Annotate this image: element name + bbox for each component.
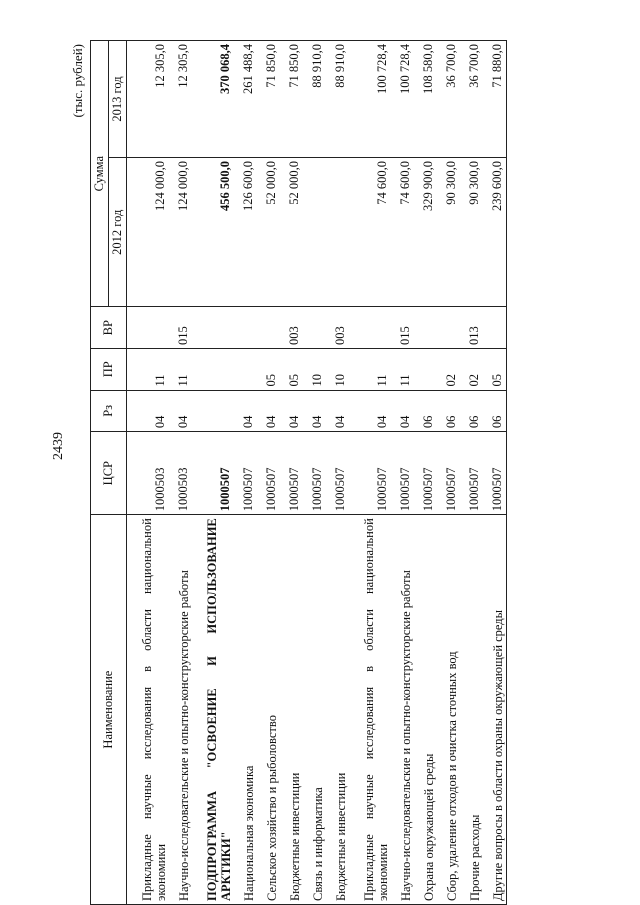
row-2012-cell: 52 000,0 <box>257 158 280 307</box>
header-pr: ПР <box>91 348 127 390</box>
row-csr-cell: 1000507 <box>437 432 460 515</box>
table-row <box>169 41 192 905</box>
row-2012-cell: 329 900,0 <box>414 158 437 307</box>
row-vr-cell <box>257 307 280 349</box>
row-pr-cell: 05 <box>280 348 303 390</box>
row-vr-cell <box>437 307 460 349</box>
row-pr-cell: 02 <box>437 348 460 390</box>
row-csr-cell: 1000507 <box>303 432 326 515</box>
header-csr: ЦСР <box>91 432 127 515</box>
header-name: Наименование <box>91 515 127 905</box>
row-rz-cell: 04 <box>234 390 257 432</box>
table-row <box>391 41 414 905</box>
row-csr-cell: 1000503 <box>127 432 170 515</box>
row-pr-cell <box>234 348 257 390</box>
row-2013-cell: 36 700,0 <box>460 41 483 158</box>
row-csr-cell: 1000507 <box>326 432 349 515</box>
row-csr-cell: 1000507 <box>460 432 483 515</box>
table-row <box>460 41 483 905</box>
row-2012-cell: 52 000,0 <box>280 158 303 307</box>
row-2013-cell: 370 068,4 <box>192 41 234 158</box>
row-rz-cell: 06 <box>414 390 437 432</box>
row-csr-cell: 1000507 <box>234 432 257 515</box>
row-rz-cell: 04 <box>280 390 303 432</box>
row-csr-cell: 1000507 <box>257 432 280 515</box>
row-2013-cell: 12 305,0 <box>169 41 192 158</box>
row-rz-cell: 06 <box>460 390 483 432</box>
rotated-page-content <box>68 40 568 905</box>
table-body <box>127 41 507 905</box>
table-row <box>234 41 257 905</box>
table-row <box>127 41 170 905</box>
header-year-2012: 2012 год <box>109 158 127 307</box>
row-csr-cell: 1000507 <box>349 432 391 515</box>
header-year-2013: 2013 год <box>109 41 127 158</box>
row-rz-cell: 04 <box>303 390 326 432</box>
row-pr-cell: 05 <box>257 348 280 390</box>
row-vr-cell: 013 <box>460 307 483 349</box>
row-2012-cell: 90 300,0 <box>437 158 460 307</box>
row-2013-cell: 261 488,4 <box>234 41 257 158</box>
row-rz-cell <box>192 390 234 432</box>
row-2013-cell: 71 880,0 <box>483 41 507 158</box>
row-2012-cell: 90 300,0 <box>460 158 483 307</box>
header-vr: ВР <box>91 307 127 349</box>
header-rz: Рз <box>91 390 127 432</box>
row-rz-cell: 04 <box>169 390 192 432</box>
row-2012-cell: 126 600,0 <box>234 158 257 307</box>
page-number: 2439 <box>51 432 66 460</box>
row-2012-cell: 74 600,0 <box>391 158 414 307</box>
row-csr-cell: 1000507 <box>280 432 303 515</box>
table-row <box>303 41 326 905</box>
row-vr-cell <box>349 307 391 349</box>
row-name-cell: Бюджетные инвестиции <box>326 515 349 905</box>
row-csr-cell: 1000507 <box>192 432 234 515</box>
row-csr-cell: 1000507 <box>391 432 414 515</box>
table-row <box>192 41 234 905</box>
row-vr-cell: 015 <box>169 307 192 349</box>
row-2013-cell: 100 728,4 <box>349 41 391 158</box>
row-pr-cell: 11 <box>349 348 391 390</box>
row-vr-cell <box>234 307 257 349</box>
table-row <box>414 41 437 905</box>
row-2013-cell: 12 305,0 <box>127 41 170 158</box>
row-2013-cell: 100 728,4 <box>391 41 414 158</box>
row-2012-cell <box>303 158 326 307</box>
row-pr-cell: 10 <box>303 348 326 390</box>
row-name-cell: Связь и информатика <box>303 515 326 905</box>
row-name-cell: Прикладные научные исследования в области национальной экономики <box>127 515 170 905</box>
table-row <box>326 41 349 905</box>
row-2013-cell: 88 910,0 <box>303 41 326 158</box>
table-row <box>483 41 507 905</box>
row-2013-cell: 88 910,0 <box>326 41 349 158</box>
row-pr-cell <box>414 348 437 390</box>
row-rz-cell: 04 <box>257 390 280 432</box>
row-pr-cell: 11 <box>391 348 414 390</box>
table-row <box>349 41 391 905</box>
row-2012-cell: 74 600,0 <box>349 158 391 307</box>
table-row <box>257 41 280 905</box>
header-sum: Сумма <box>91 41 109 307</box>
row-name-cell: Прочие расходы <box>460 515 483 905</box>
row-2012-cell: 239 600,0 <box>483 158 507 307</box>
row-name-cell: Научно-исследовательские и опытно-конструкторские работы <box>169 515 192 905</box>
row-rz-cell: 04 <box>326 390 349 432</box>
row-name-cell: Сельское хозяйство и рыболовство <box>257 515 280 905</box>
row-2012-cell <box>326 158 349 307</box>
row-rz-cell: 04 <box>349 390 391 432</box>
row-pr-cell: 05 <box>483 348 507 390</box>
row-name-cell: Прикладные научные исследования в области национальной экономики <box>349 515 391 905</box>
row-pr-cell: 11 <box>127 348 170 390</box>
row-2012-cell: 456 500,0 <box>192 158 234 307</box>
row-2013-cell: 108 580,0 <box>414 41 437 158</box>
units-label: (тыс. рублей) <box>70 44 85 118</box>
row-rz-cell: 04 <box>391 390 414 432</box>
row-pr-cell: 02 <box>460 348 483 390</box>
row-pr-cell <box>192 348 234 390</box>
row-csr-cell: 1000507 <box>483 432 507 515</box>
row-vr-cell: 015 <box>391 307 414 349</box>
row-vr-cell: 003 <box>280 307 303 349</box>
row-2013-cell: 71 850,0 <box>257 41 280 158</box>
row-name-cell: Другие вопросы в области охраны окружающей среды <box>483 515 507 905</box>
row-pr-cell: 11 <box>169 348 192 390</box>
row-vr-cell: 003 <box>326 307 349 349</box>
row-name-cell: Бюджетные инвестиции <box>280 515 303 905</box>
row-rz-cell: 06 <box>437 390 460 432</box>
row-2013-cell: 36 700,0 <box>437 41 460 158</box>
table-row <box>280 41 303 905</box>
row-vr-cell <box>127 307 170 349</box>
row-pr-cell: 10 <box>326 348 349 390</box>
row-name-cell: Национальная экономика <box>234 515 257 905</box>
row-csr-cell: 1000507 <box>414 432 437 515</box>
row-name-cell: ПОДПРОГРАММА "ОСВОЕНИЕ И ИСПОЛЬЗОВАНИЕ АРКТИКИ" <box>192 515 234 905</box>
header-row <box>91 41 109 905</box>
table-row <box>437 41 460 905</box>
row-vr-cell <box>483 307 507 349</box>
row-2013-cell: 71 850,0 <box>280 41 303 158</box>
row-name-cell: Охрана окружающей среды <box>414 515 437 905</box>
row-vr-cell <box>414 307 437 349</box>
row-name-cell: Научно-исследовательские и опытно-конструкторские работы <box>391 515 414 905</box>
row-name-cell: Сбор, удаление отходов и очистка сточных вод <box>437 515 460 905</box>
budget-table <box>90 40 507 905</box>
row-vr-cell <box>303 307 326 349</box>
row-rz-cell: 06 <box>483 390 507 432</box>
row-2012-cell: 124 000,0 <box>127 158 170 307</box>
row-2012-cell: 124 000,0 <box>169 158 192 307</box>
row-csr-cell: 1000503 <box>169 432 192 515</box>
row-vr-cell <box>192 307 234 349</box>
row-rz-cell: 04 <box>127 390 170 432</box>
